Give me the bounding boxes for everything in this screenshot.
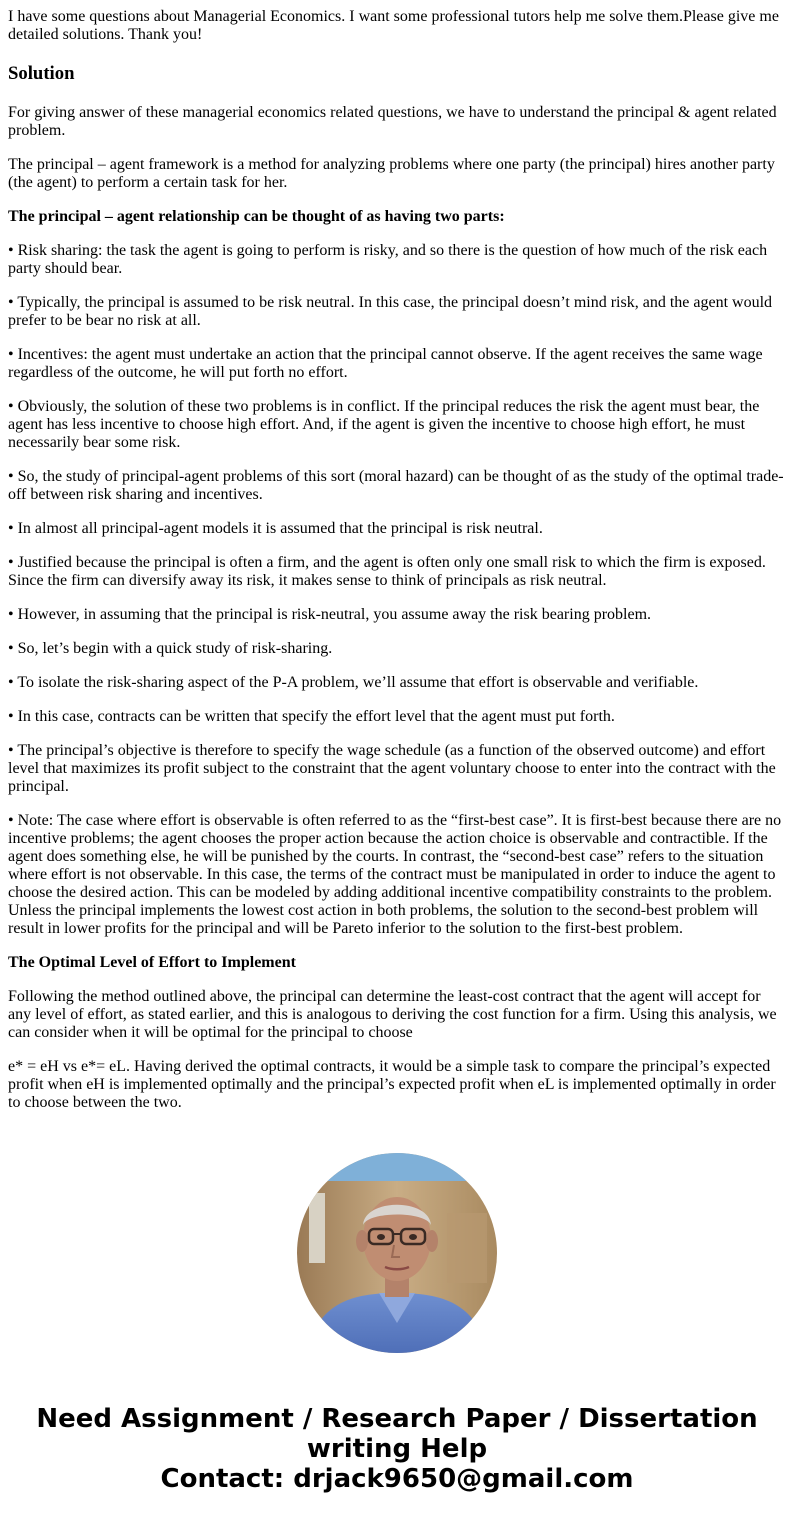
bullet-risk-sharing: • Risk sharing: the task the agent is going to perform is risky, and so there is the question of how much of the risk each party should bear. [8,242,768,277]
bullet-conflict: • Obviously, the solution of these two problems is in conflict. If the principal reduces the risk the agent must bear, the agent has less incentive to choose high effort. And, if the agent is given the incentive to choose high effort, he must necessarily bear some risk. [8,398,760,451]
tutor-avatar [297,1153,497,1353]
solution-document [8,8,786,1128]
subheading-optimal-effort [8,954,786,972]
bullet-isolate: • To isolate the risk-sharing aspect of the P-A problem, we’ll assume that effort is observable and verifiable. [8,674,699,691]
paragraph-intro: For giving answer of these managerial economics related questions, we have to understand the principal & agent related problem. [8,104,777,139]
contact-line-email: Contact: drjack9650@gmail.com [160,1464,634,1494]
subheading-two-parts-text: The principal – agent relationship can be thought of as having two parts: [8,208,505,225]
paragraph-framework: The principal – agent framework is a method for analyzing problems where one party (the principal) hires another party (the agent) to perform a certain task for her. [8,156,775,191]
contact-banner [0,1404,794,1494]
question-text: I have some questions about Managerial Economics. I want some professional tutors help me solve them.Please give me detailed solutions. Thank you! [8,8,779,43]
bullet-objective: • The principal’s objective is therefore to specify the wage schedule (as a function of the observed outcome) and effort level that maximizes its profit subject to the constraint that the agent voluntary choose to enter into the contract with the principal. [8,742,776,795]
subheading-two-parts [8,208,786,226]
bullet-moral-hazard: • So, the study of principal-agent problems of this sort (moral hazard) can be thought of as the study of the optimal trade-off between risk sharing and incentives. [8,468,784,503]
tutor-portrait-icon [297,1153,497,1353]
contact-line-help: Need Assignment / Research Paper / Dissertation writing Help [36,1404,758,1464]
solution-heading: Solution [8,63,75,84]
bullet-incentives: • Incentives: the agent must undertake an action that the principal cannot observe. If the agent receives the same wage regardless of the outcome, he will put forth no effort. [8,346,763,381]
paragraph-comparison: e* = eH vs e*= eL. Having derived the optimal contracts, it would be a simple task to compare the principal’s expected profit when eH is implemented optimally and the principal’s expected profit when eL is implemented optimally in order to choose between the two. [8,1058,776,1111]
bullet-however: • However, in assuming that the principal is risk-neutral, you assume away the risk bearing problem. [8,606,652,623]
paragraph-method: Following the method outlined above, the principal can determine the least-cost contract that the agent will accept for any level of effort, as stated earlier, and this is analogous to deriving the cost function for a firm. Using this analysis, we can consider when it will be optimal for the principal to choose [8,988,777,1041]
bullet-contracts: • In this case, contracts can be written that specify the effort level that the agent must put forth. [8,708,615,725]
bullet-justified: • Justified because the principal is often a firm, and the agent is often only one small risk to which the firm is exposed. Since the firm can diversify away its risk, it makes sense to think of principals as risk neutral. [8,554,766,589]
bullet-note: • Note: The case where effort is observable is often referred to as the “first-best case”. It is first-best because there are no incentive problems; the agent chooses the proper action because the action choice is observable and contractible. If the agent does something else, he will be punished by the courts. In contrast, the “second-best case” refers to the situation where effort is not observable. In this case, the terms of the contract must be manipulated in order to induce the agent to choose the desired action. This can be modeled by adding additional incentive compatibility constraints to the problem. Unless the principal implements the lowest cost action in both problems, the solution to the second-best problem will result in lower profits for the principal and will be Pareto inferior to the solution to the first-best problem. [8,812,782,937]
bullet-risk-neutral: • Typically, the principal is assumed to be risk neutral. In this case, the principal doesn’t mind risk, and the agent would prefer to be bear no risk at all. [8,294,773,329]
bullet-models-assumption: • In almost all principal-agent models it is assumed that the principal is risk neutral. [8,520,543,537]
subheading-optimal-effort-text: The Optimal Level of Effort to Implement [8,954,296,971]
bullet-begin: • So, let’s begin with a quick study of risk-sharing. [8,640,333,657]
